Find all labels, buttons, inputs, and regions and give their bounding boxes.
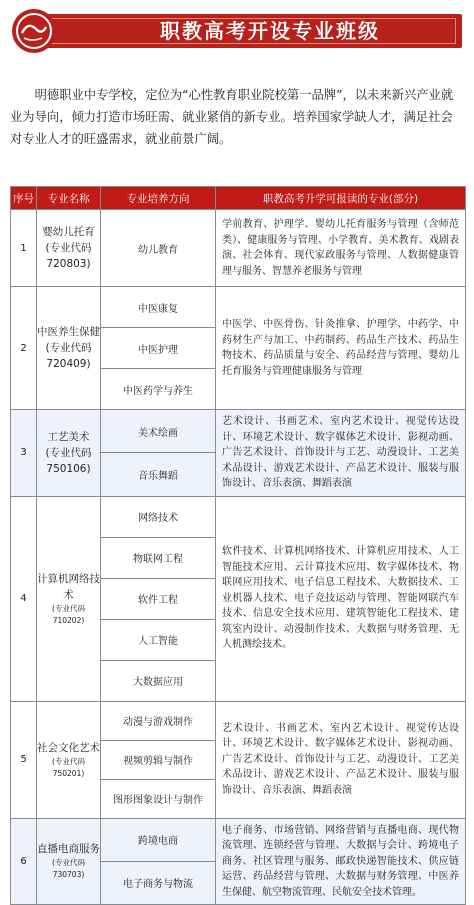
row-number: 2 [11,287,37,410]
program-code: (专业代码750201) [52,756,85,778]
program-code: (专业代码750106) [45,446,92,475]
row-number: 6 [11,818,37,905]
direction-cell: 跨境电商 [101,818,216,861]
direction-cell: 软件工程 [101,578,216,619]
direction-cell: 美术绘画 [101,410,216,453]
table-row [11,701,466,740]
row-number: 1 [11,210,37,287]
direction-cell: 人工智能 [101,619,216,660]
program-name-cell [37,701,101,818]
program-table [10,186,465,905]
direction-cell: 中医药学与养生 [101,369,216,410]
table-row [11,210,466,287]
program-name: 婴幼儿托育 [42,226,95,238]
page-title: 职教高考开设专业班级 [160,19,380,43]
direction-cell: 物联网工程 [101,537,216,578]
program-name-cell [37,410,101,497]
majors-cell: 中医学、中医骨伤、针灸推拿、护理学、中药学、中药材生产与加工、中药制药、药品生产技术、药品生物技术、药品质量与安全、药品经营与管理、婴幼儿托育服务与管理健康服务与管理 [216,287,466,410]
table-row [11,410,466,453]
table-row [11,818,466,861]
program-name: 直播电商服务 [37,843,100,856]
table-row [11,287,466,328]
majors-cell: 艺术设计、书画艺术、室内艺术设计、视觉传达设计、环境艺术设计、数字媒体艺术设计、影视动画、广告艺术设计、首饰设计与工艺、动漫设计、工艺美术品设计、游戏艺术设计、产品艺术设计、服装与服饰设计、音乐表演、舞蹈表演 [216,701,466,818]
table-header-row [11,187,466,210]
program-code: (专业代码720803) [45,242,92,270]
direction-cell: 动漫与游戏制作 [101,701,216,740]
intro-paragraph: 明德职业中专学校，定位为“心性教育职业院校第一品牌”，以未来新兴产业就业为导向，倾力打造市场旺需、就业紧俏的新专业。培养国家学缺人才，满足社会对专业人才的旺盛需求，就业前景广阔。 [10,88,454,146]
program-name: 中医养生保健 [37,326,100,338]
majors-cell: 软件技术、计算机网络技术、计算机应用技术、人工智能技术应用、云计算技术应用、数字媒体技术、物联网应用技术、电子信息工程技术、大数据技术、工业机器人技术、电子竞技运动与管理、智能网联汽车技术、信息安全技术应用、建筑智能化工程技术、建筑室内设计、动漫制作技术、大数据与财务管理、无人机测绘技术。 [216,496,466,701]
header-banner [8,6,468,56]
direction-cell: 幼儿教育 [101,210,216,287]
direction-cell: 网络技术 [101,496,216,537]
majors-cell: 艺术设计、书画艺术、室内艺术设计、视觉传达设计、环境艺术设计、数字媒体艺术设计、影视动画、广告艺术设计、首饰设计与工艺、动漫设计、工艺美术品设计、游戏艺术设计、产品艺术设计、服装与服饰设计、音乐表演、舞蹈表演 [216,410,466,497]
majors-cell: 电子商务、市场营销、网络营销与直播电商、现代物流管理、连锁经营与管理、大数据与会计、跨境电子商务、社区管理与服务、邮政快递智能技术、供应链运营、药品经营与管理、大数据与财务管理、中医养生保健、航空物流管理、民航安全技术管理。 [216,818,466,905]
program-code: (专业代码720409) [45,342,92,370]
direction-cell: 电子商务与物流 [101,861,216,904]
program-name-cell [37,818,101,905]
direction-cell: 大数据应用 [101,660,216,701]
row-number: 3 [11,410,37,497]
program-name: 社会文化艺术 [37,741,100,754]
program-name-cell [37,210,101,287]
program-code: (专业代码710202) [52,603,85,625]
direction-cell: 中医护理 [101,328,216,369]
program-name: 工艺美术 [47,430,90,443]
direction-cell: 中医康复 [101,287,216,328]
program-name-cell [37,496,101,701]
row-number: 5 [11,701,37,818]
col-header-no: 序号 [11,187,37,210]
col-header-majors: 职教高考升学可报读的专业(部分) [216,187,466,210]
majors-cell: 学前教育、护理学、婴幼儿托育服务与管理（含师范类）、健康服务与管理、小学教育、美术教育、戏剧表演、社会体育、现代家政服务与管理、人数据健康管理与服务、智慧养老服务与管理 [216,210,466,287]
table-row [11,496,466,537]
cloud-ornament-icon [8,6,60,56]
col-header-direction: 专业培养方向 [101,187,216,210]
program-name-cell [37,287,101,410]
direction-cell: 音乐舞蹈 [101,453,216,496]
program-name: 计算机网络技术 [37,572,100,601]
direction-cell: 视频剪辑与制作 [101,740,216,779]
row-number: 4 [11,496,37,701]
direction-cell: 图形图象设计与制作 [101,779,216,818]
program-code: (专业代码730703) [52,858,85,880]
col-header-name: 专业名称 [37,187,101,210]
